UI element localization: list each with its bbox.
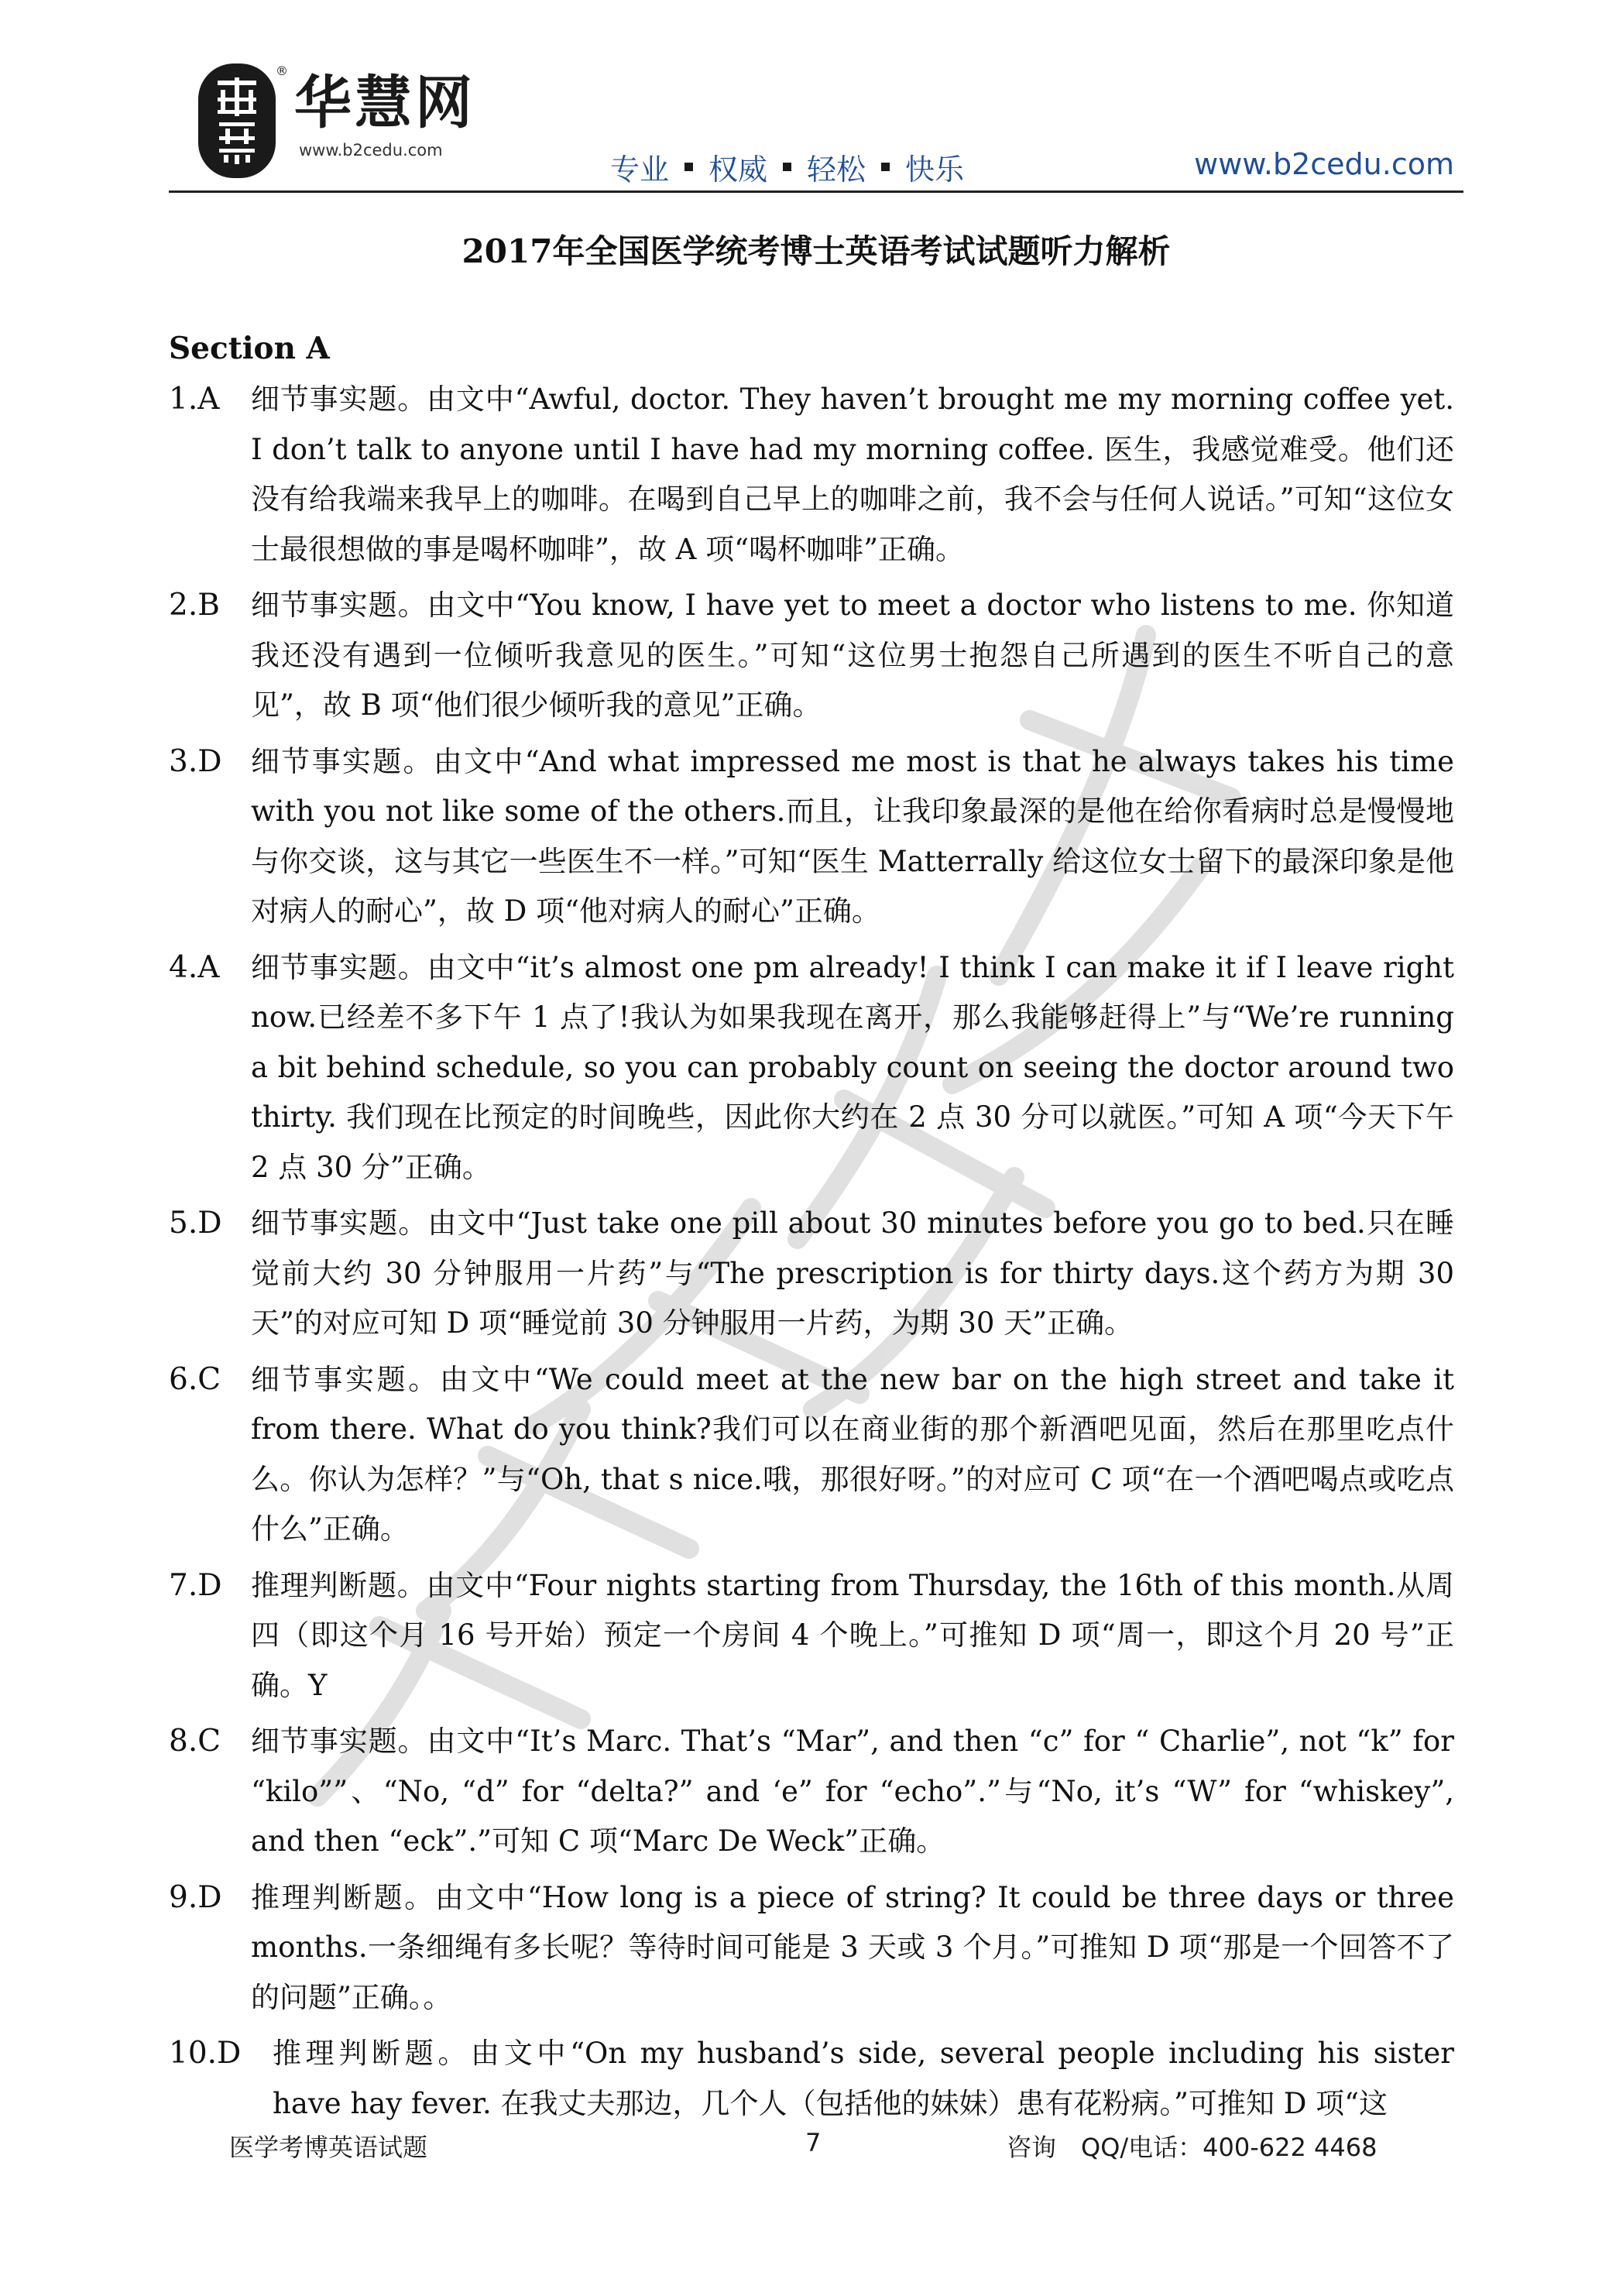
brand-logo <box>198 63 276 178</box>
question-label: 9.D <box>169 1879 222 1915</box>
question-item <box>169 2029 1454 2129</box>
question-item <box>169 581 1454 731</box>
footer-contact: 咨询 QQ/电话：400-622 4468 <box>1007 2133 1378 2162</box>
question-explanation: 推理判断题。由文中“On my husband’s side, several people including his sister have hay fever. 在我丈夫那边，几个人（包括他的妹妹）患有花粉病。”可推知 D 项“这 <box>273 2037 1454 2120</box>
question-label: 1.A <box>169 382 220 417</box>
slogan-item: 专业 <box>610 153 670 187</box>
question-item <box>169 737 1454 937</box>
question-item <box>169 1873 1454 2023</box>
question-label: 5.D <box>169 1206 222 1241</box>
logo-glyph-icon <box>210 74 264 167</box>
question-label: 4.A <box>169 949 220 985</box>
question-explanation: 细节事实题。由文中“And what impressed me most is that he always takes his time with you not like some of the others.而且，让我印象最深的是他在给你看病时总是慢慢地与你交谈，这与其它一些医生不一样。”可知“医生 Matterrally 给这位女士留下的最深印象是他对病人的耐心”，故 D 项“他对病人的耐心”正确。 <box>251 744 1454 928</box>
registered-mark: ® <box>276 63 288 78</box>
answer-analysis <box>169 325 1454 2135</box>
page-header <box>169 46 1463 194</box>
question-label: 2.B <box>169 588 220 623</box>
question-label: 7.D <box>169 1567 222 1603</box>
brand-url: www.b2cedu.com <box>299 141 443 160</box>
question-item <box>169 1561 1454 1711</box>
brand-name: 华慧网 <box>294 70 475 136</box>
question-label: 8.C <box>169 1724 221 1759</box>
question-item <box>169 1199 1454 1349</box>
slogan-item: 轻松 <box>807 153 866 187</box>
site-url-link[interactable]: www.b2cedu.com <box>1194 147 1454 181</box>
question-label: 6.C <box>169 1361 221 1397</box>
square-bullet-icon <box>783 163 791 171</box>
question-item <box>169 375 1454 575</box>
question-item <box>169 1355 1454 1555</box>
slogan <box>610 146 964 188</box>
question-explanation: 细节事实题。由文中“Awful, doctor. They haven’t brought me my morning coffee yet. I don’t talk to anyone until I have had my morning coffee. 医生，我感觉难受。他们还没有给我端来我早上的咖啡。在喝到自己早上的咖啡之前，我不会与任何人说话。”可知“这位女士最很想做的事是喝杯咖啡”，故 A 项“喝杯咖啡”正确。 <box>251 383 1454 566</box>
question-explanation: 细节事实题。由文中“It’s Marc. That’s “Mar”, and then “c” for “ Charlie”, not “k” for “kilo””、“No, “d” for “delta?” and ‘e” for “echo”.”与“No, it’s “W” for “whiskey”, and then “eck”.”可知 C 项“Marc De Weck”正确。 <box>251 1725 1454 1858</box>
question-explanation: 推理判断题。由文中“How long is a piece of string? It could be three days or three months.一条细绳有多长呢？等待时间可能是 3 天或 3 个月。”可推知 D 项“那是一个回答不了的问题”正确。。 <box>251 1880 1454 2014</box>
square-bullet-icon <box>684 163 693 171</box>
question-item <box>169 1717 1454 1867</box>
question-label: 3.D <box>169 743 222 779</box>
footer-doc-name: 医学考博英语试题 <box>229 2133 428 2162</box>
square-bullet-icon <box>881 163 890 171</box>
question-explanation: 细节事实题。由文中“You know, I have yet to meet a doctor who listens to me. 你知道我还没有遇到一位倾听我意见的医生。”可知“这位男士抱怨自己所遇到的医生不听自己的意见”，故 B 项“他们很少倾听我的意见”正确。 <box>251 589 1454 722</box>
question-explanation: 细节事实题。由文中“it’s almost one pm already! I think I can make it if I leave right now.已经差不多下午 1 点了!我认为如果我现在离开，那么我能够赶得上”与“We’re running a bit behind schedule, so you can probably count on seeing the doctor around two thirty. 我们现在比预定的时间晚些，因此你大约在 2 点 30 分可以就医。”可知 A 项“今天下午 2 点 30 分”正确。 <box>251 950 1454 1184</box>
question-explanation: 细节事实题。由文中“We could meet at the new bar on the high street and take it from there. What do you think?我们可以在商业街的那个新酒吧见面，然后在那里吃点什么。你认为怎样？”与“Oh, that s nice.哦，那很好呀。”的对应可 C 项“在一个酒吧喝点或吃点什么”正确。 <box>251 1362 1454 1546</box>
page-footer <box>0 2128 1616 2167</box>
question-explanation: 细节事实题。由文中“Just take one pill about 30 minutes before you go to bed.只在睡觉前大约 30 分钟服用一片药”与“The prescription is for thirty days.这个药方为期 30 天”的对应可知 D 项“睡觉前 30 分钟服用一片药，为期 30 天”正确。 <box>251 1206 1454 1340</box>
header-divider <box>169 190 1463 193</box>
question-item <box>169 943 1454 1193</box>
page-title: 2017年全国医学统考博士英语考试试题听力解析 <box>461 232 1171 270</box>
question-label: 10.D <box>169 2036 242 2071</box>
section-heading: Section A <box>169 331 330 366</box>
slogan-item: 快乐 <box>905 153 965 187</box>
slogan-item: 权威 <box>709 153 768 187</box>
question-explanation: 推理判断题。由文中“Four nights starting from Thursday, the 16th of this month.从周四（即这个月 16 号开始）预定一个房间 4 个晚上。”可推知 D 项“周一，即这个月 20 号”正确。Y <box>251 1568 1454 1702</box>
page-number: 7 <box>805 2128 822 2157</box>
